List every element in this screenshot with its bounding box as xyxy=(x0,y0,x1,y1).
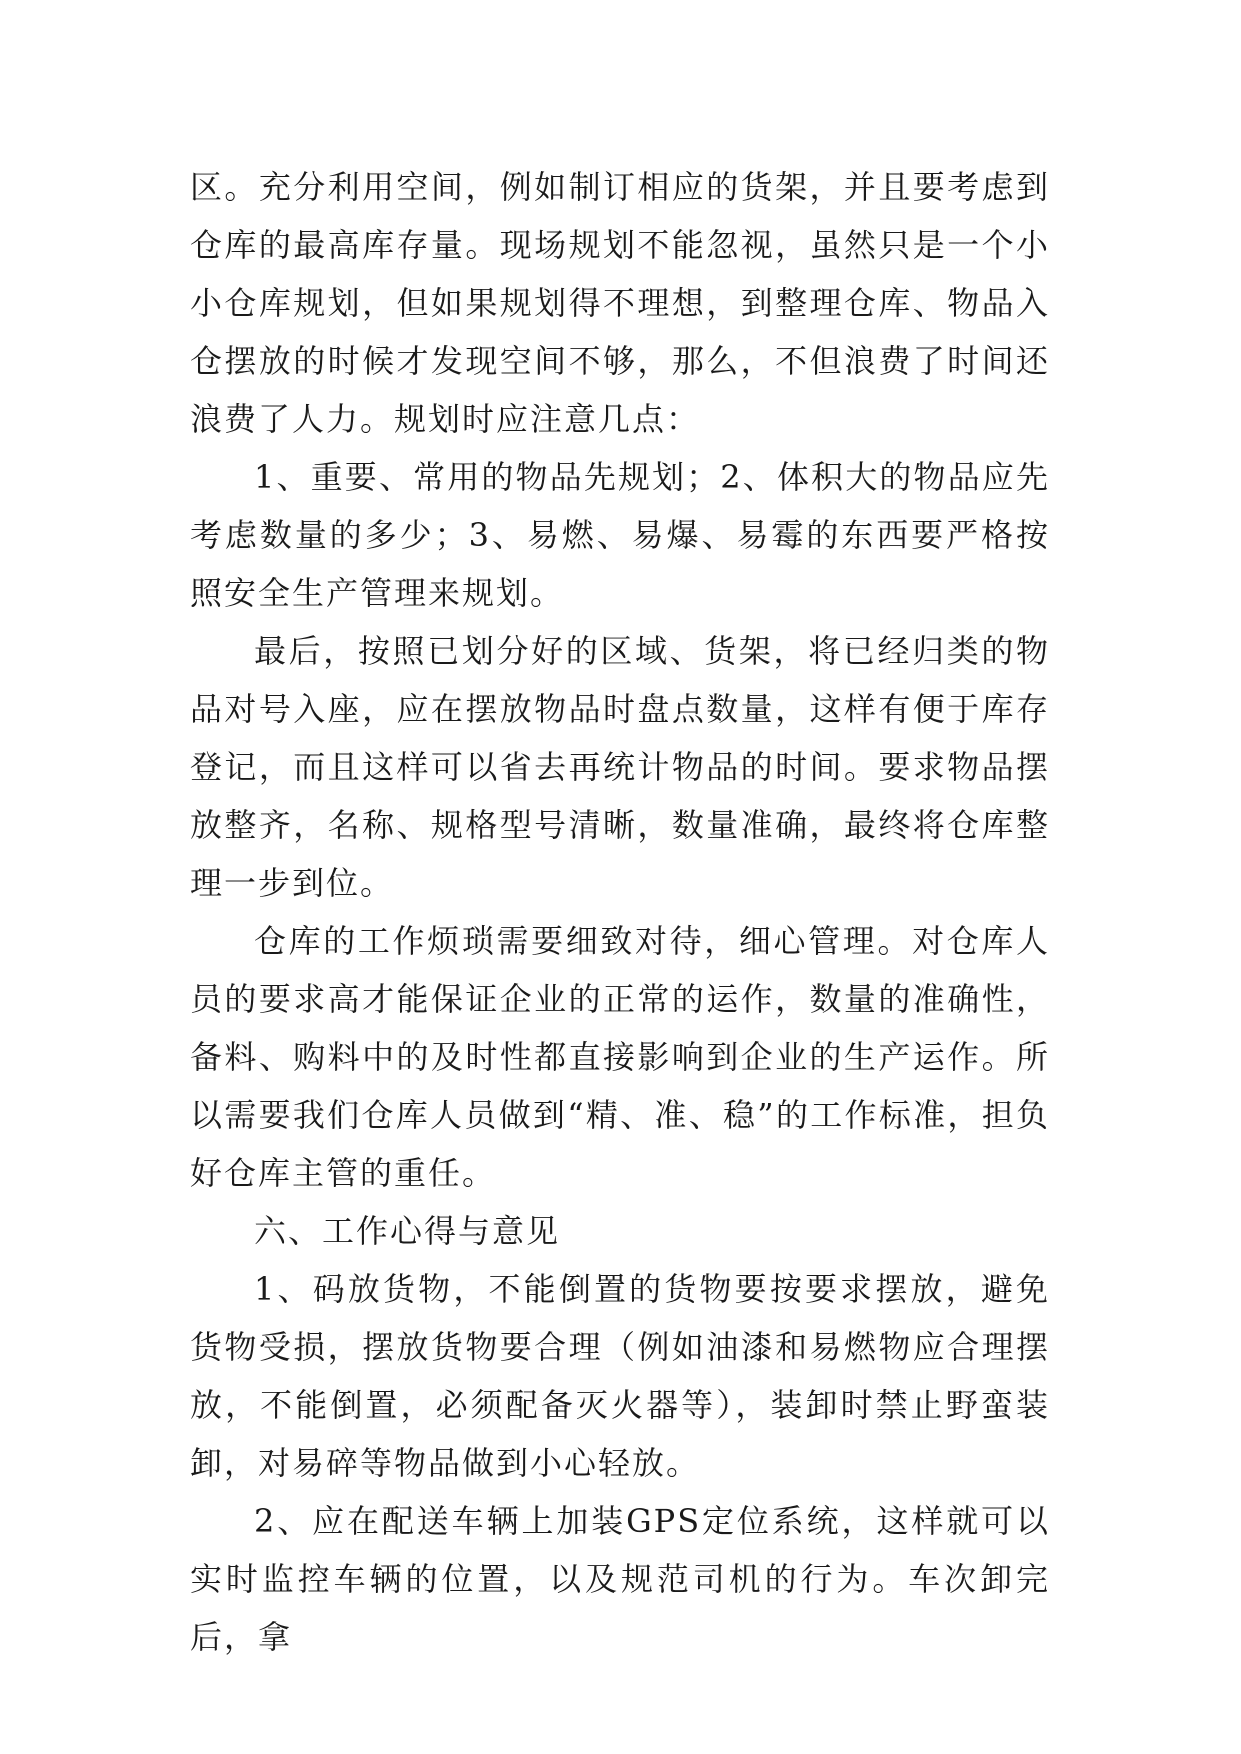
paragraph-continuation: 区。充分利用空间，例如制订相应的货架，并且要考虑到仓库的最高库存量。现场规划不能忽视，虽然只是一个小小仓库规划，但如果规划得不理想，到整理仓库、物品入仓摆放的时候才发现空间不够，那么，不但浪费了时间还浪费了人力。规划时应注意几点： xyxy=(190,168,1050,438)
paragraph-item-2: 2、应在配送车辆上加装GPS定位系统，这样就可以实时监控车辆的位置，以及规范司机的行为。车次卸完后，拿 xyxy=(190,1502,1050,1656)
document-body xyxy=(190,158,1050,1666)
paragraph-item-1: 1、码放货物，不能倒置的货物要按要求摆放，避免货物受损，摆放货物要合理（例如油漆和易燃物应合理摆放，不能倒置，必须配备灭火器等），装卸时禁止野蛮装卸，对易碎等物品做到小心轻放。 xyxy=(190,1270,1050,1482)
paragraph-warehouse-work: 仓库的工作烦琐需要细致对待，细心管理。对仓库人员的要求高才能保证企业的正常的运作，数量的准确性，备料、购料中的及时性都直接影响到企业的生产运作。所以需要我们仓库人员做到“精、准、稳”的工作标准，担负好仓库主管的重任。 xyxy=(190,922,1050,1192)
section-heading: 六、工作心得与意见 xyxy=(254,1212,561,1250)
paragraph-placement: 最后，按照已划分好的区域、货架，将已经归类的物品对号入座，应在摆放物品时盘点数量，这样有便于库存登记，而且这样可以省去再统计物品的时间。要求物品摆放整齐，名称、规格型号清晰，数量准确，最终将仓库整理一步到位。 xyxy=(190,632,1050,902)
paragraph-planning-points: 1、重要、常用的物品先规划；2、体积大的物品应先考虑数量的多少；3、易燃、易爆、易霉的东西要严格按照安全生产管理来规划。 xyxy=(190,458,1050,612)
